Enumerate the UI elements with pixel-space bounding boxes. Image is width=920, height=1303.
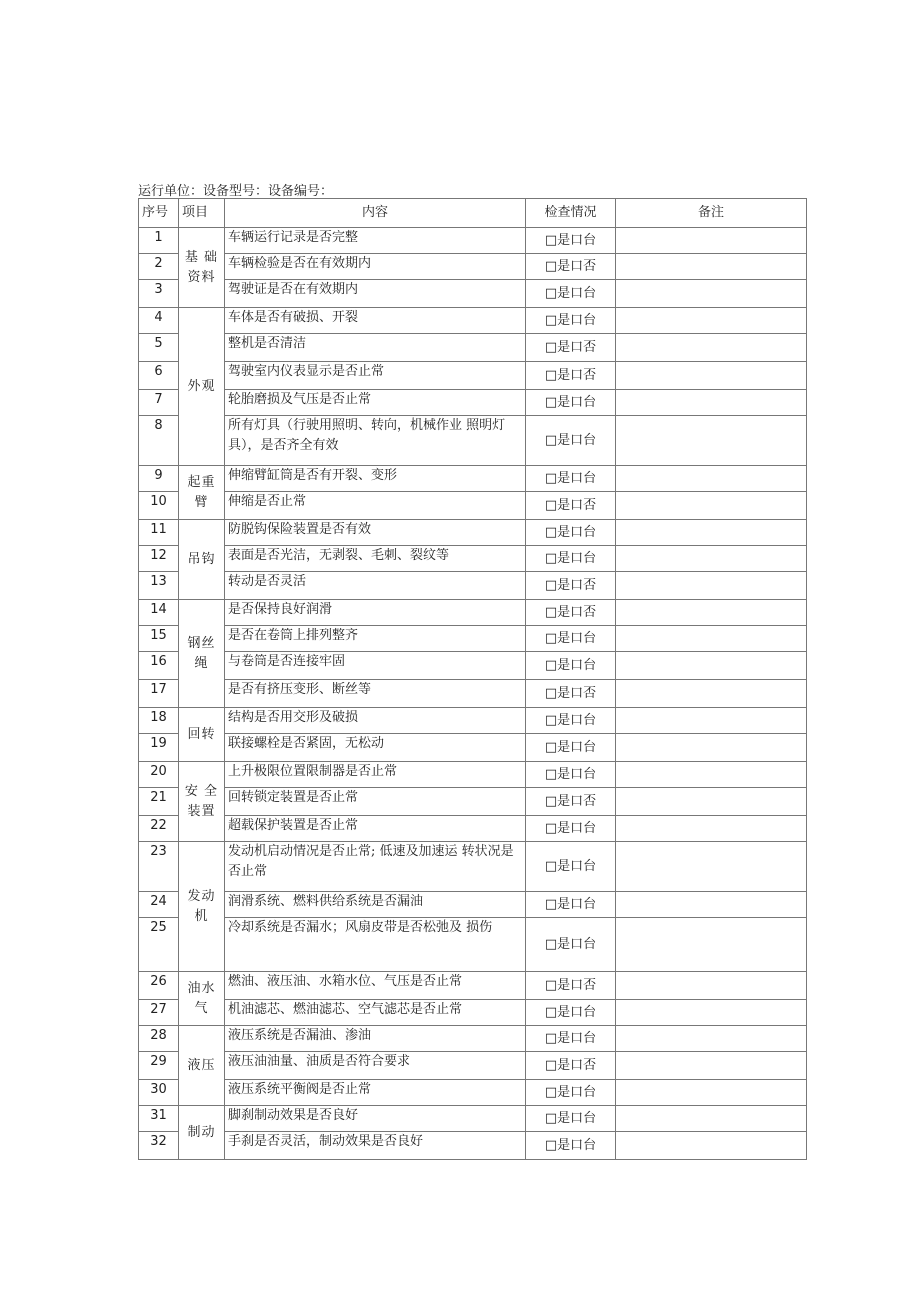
row-number: 31 [139, 1106, 179, 1132]
check-status[interactable]: □是口台 [526, 1132, 616, 1160]
table-row [139, 492, 807, 520]
row-number: 2 [139, 254, 179, 280]
note-cell[interactable] [616, 390, 807, 416]
row-number: 21 [139, 788, 179, 816]
item-text: 与卷筒是否连接牢固 [225, 652, 526, 680]
check-status[interactable]: □是口否 [526, 972, 616, 1000]
check-status[interactable]: □是口台 [526, 1000, 616, 1026]
check-status[interactable]: □是口台 [526, 734, 616, 762]
check-status[interactable]: □是口否 [526, 788, 616, 816]
column-header-category: 项目 [179, 199, 225, 228]
check-status[interactable]: □是口台 [526, 842, 616, 892]
note-cell[interactable] [616, 546, 807, 572]
note-cell[interactable] [616, 362, 807, 390]
check-status[interactable]: □是口台 [526, 708, 616, 734]
column-header-item: 内容 [225, 199, 526, 228]
row-number: 14 [139, 600, 179, 626]
table-row [139, 254, 807, 280]
table-row [139, 520, 807, 546]
item-text: 整机是否清洁 [225, 334, 526, 362]
form-header: 运行单位：设备型号：设备编号： [138, 184, 334, 199]
table-row [139, 1026, 807, 1052]
note-cell[interactable] [616, 1026, 807, 1052]
table-row [139, 390, 807, 416]
row-number: 22 [139, 816, 179, 842]
note-cell[interactable] [616, 1000, 807, 1026]
row-number: 11 [139, 520, 179, 546]
note-cell[interactable] [616, 600, 807, 626]
table-row [139, 972, 807, 1000]
table-row [139, 1080, 807, 1106]
row-number: 13 [139, 572, 179, 600]
column-header-check: 检查情况 [526, 199, 616, 228]
row-number: 5 [139, 334, 179, 362]
row-number: 26 [139, 972, 179, 1000]
item-text: 伸缩臂缸筒是否有开裂、变形 [225, 466, 526, 492]
check-status[interactable]: □是口台 [526, 228, 616, 254]
category-cell: 制动 [179, 1106, 225, 1160]
row-number: 7 [139, 390, 179, 416]
note-cell[interactable] [616, 708, 807, 734]
table-row [139, 1132, 807, 1160]
row-number: 8 [139, 416, 179, 466]
item-text: 脚刹制动效果是否良好 [225, 1106, 526, 1132]
item-text: 超载保护装置是否止常 [225, 816, 526, 842]
row-number: 28 [139, 1026, 179, 1052]
row-number: 18 [139, 708, 179, 734]
item-text: 防脱钩保险装置是否有效 [225, 520, 526, 546]
item-text: 液压油油量、油质是否符合要求 [225, 1052, 526, 1080]
item-text: 发动机启动情况是否止常; 低速及加速运 转状况是否止常 [225, 842, 526, 892]
table-row [139, 652, 807, 680]
item-text: 联接螺栓是否紧固，无松动 [225, 734, 526, 762]
table-row [139, 1052, 807, 1080]
category-cell: 基 础资料 [179, 228, 225, 308]
table-row [139, 816, 807, 842]
note-cell[interactable] [616, 416, 807, 466]
item-text: 回转锁定装置是否止常 [225, 788, 526, 816]
table-row [139, 1106, 807, 1132]
note-cell[interactable] [616, 788, 807, 816]
check-status[interactable]: □是口台 [526, 416, 616, 466]
row-number: 30 [139, 1080, 179, 1106]
check-status[interactable]: □是口台 [526, 1026, 616, 1052]
item-text: 上升极限位置限制器是否止常 [225, 762, 526, 788]
note-cell[interactable] [616, 572, 807, 600]
table-row [139, 788, 807, 816]
check-status[interactable]: □是口否 [526, 680, 616, 708]
check-status[interactable]: □是口台 [526, 520, 616, 546]
row-number: 27 [139, 1000, 179, 1026]
row-number: 4 [139, 308, 179, 334]
item-text: 是否有挤压变形、断丝等 [225, 680, 526, 708]
note-cell[interactable] [616, 734, 807, 762]
item-text: 润滑系统、燃料供给系统是否漏油 [225, 892, 526, 918]
note-cell[interactable] [616, 1080, 807, 1106]
column-header-no: 序号 [139, 199, 179, 228]
row-number: 23 [139, 842, 179, 892]
row-number: 9 [139, 466, 179, 492]
note-cell[interactable] [616, 334, 807, 362]
item-text: 液压系统是否漏油、渗油 [225, 1026, 526, 1052]
table-row [139, 416, 807, 466]
check-status[interactable]: □是口否 [526, 492, 616, 520]
category-cell: 液压 [179, 1026, 225, 1106]
item-text: 冷却系统是否漏水；风扇皮带是否松弛及 损伤 [225, 918, 526, 972]
note-cell[interactable] [616, 1052, 807, 1080]
table-row [139, 1000, 807, 1026]
item-text: 车辆检验是否在有效期内 [225, 254, 526, 280]
table-row [139, 762, 807, 788]
table-row [139, 546, 807, 572]
note-cell[interactable] [616, 680, 807, 708]
note-cell[interactable] [616, 1132, 807, 1160]
item-text: 表面是否光洁，无剥裂、毛刺、裂纹等 [225, 546, 526, 572]
table-row [139, 708, 807, 734]
item-text: 是否保持良好润滑 [225, 600, 526, 626]
row-number: 32 [139, 1132, 179, 1160]
note-cell[interactable] [616, 1106, 807, 1132]
item-text: 结构是否用交形及破损 [225, 708, 526, 734]
table-row [139, 918, 807, 972]
table-row [139, 466, 807, 492]
check-status[interactable]: □是口台 [526, 546, 616, 572]
item-text: 车辆运行记录是否完整 [225, 228, 526, 254]
note-cell[interactable] [616, 972, 807, 1000]
table-row [139, 362, 807, 390]
check-status[interactable]: □是口否 [526, 334, 616, 362]
item-text: 机油滤芯、燃油滤芯、空气滤芯是否止常 [225, 1000, 526, 1026]
check-status[interactable]: □是口台 [526, 816, 616, 842]
check-status[interactable]: □是口否 [526, 572, 616, 600]
check-status[interactable]: □是口否 [526, 254, 616, 280]
table-row [139, 842, 807, 892]
check-status[interactable]: □是口台 [526, 280, 616, 308]
check-status[interactable]: □是口台 [526, 308, 616, 334]
table-row [139, 280, 807, 308]
table-row [139, 228, 807, 254]
note-cell[interactable] [616, 762, 807, 788]
note-cell[interactable] [616, 308, 807, 334]
note-cell[interactable] [616, 842, 807, 892]
item-text: 伸缩是否止常 [225, 492, 526, 520]
check-status[interactable]: □是口台 [526, 466, 616, 492]
check-status[interactable]: □是口台 [526, 652, 616, 680]
row-number: 1 [139, 228, 179, 254]
check-status[interactable]: □是口台 [526, 762, 616, 788]
note-cell[interactable] [616, 918, 807, 972]
row-number: 10 [139, 492, 179, 520]
row-number: 19 [139, 734, 179, 762]
item-text: 车体是否有破损、开裂 [225, 308, 526, 334]
item-text: 燃油、液压油、水箱水位、气压是否止常 [225, 972, 526, 1000]
item-text: 驾驶证是否在有效期内 [225, 280, 526, 308]
check-status[interactable]: □是口台 [526, 626, 616, 652]
row-number: 3 [139, 280, 179, 308]
check-status[interactable]: □是口否 [526, 1052, 616, 1080]
row-number: 15 [139, 626, 179, 652]
note-cell[interactable] [616, 280, 807, 308]
note-cell[interactable] [616, 492, 807, 520]
row-number: 17 [139, 680, 179, 708]
row-number: 12 [139, 546, 179, 572]
note-cell[interactable] [616, 816, 807, 842]
check-status[interactable]: □是口否 [526, 600, 616, 626]
check-status[interactable]: □是口台 [526, 390, 616, 416]
item-text: 转动是否灵活 [225, 572, 526, 600]
row-number: 20 [139, 762, 179, 788]
category-cell: 钢丝绳 [179, 600, 225, 708]
table-row [139, 680, 807, 708]
item-text: 液压系统平衡阀是否止常 [225, 1080, 526, 1106]
row-number: 29 [139, 1052, 179, 1080]
check-status[interactable]: □是口否 [526, 362, 616, 390]
item-text: 轮胎磨损及气压是否止常 [225, 390, 526, 416]
category-cell: 发动机 [179, 842, 225, 972]
table-row [139, 308, 807, 334]
category-cell: 吊钩 [179, 520, 225, 600]
note-cell[interactable] [616, 520, 807, 546]
note-cell[interactable] [616, 626, 807, 652]
item-text: 手刹是否灵活，制动效果是否良好 [225, 1132, 526, 1160]
category-cell: 起重臂 [179, 466, 225, 520]
check-status[interactable]: □是口台 [526, 918, 616, 972]
note-cell[interactable] [616, 892, 807, 918]
row-number: 6 [139, 362, 179, 390]
category-cell: 外观 [179, 308, 225, 466]
check-status[interactable]: □是口台 [526, 1080, 616, 1106]
category-cell: 安 全装置 [179, 762, 225, 842]
column-header-note: 备注 [616, 199, 807, 228]
table-row [139, 734, 807, 762]
row-number: 16 [139, 652, 179, 680]
category-cell: 油水气 [179, 972, 225, 1026]
note-cell[interactable] [616, 254, 807, 280]
table-row [139, 572, 807, 600]
row-number: 24 [139, 892, 179, 918]
table-row [139, 892, 807, 918]
note-cell[interactable] [616, 228, 807, 254]
note-cell[interactable] [616, 466, 807, 492]
item-text: 是否在卷筒上排列整齐 [225, 626, 526, 652]
check-status[interactable]: □是口台 [526, 1106, 616, 1132]
row-number: 25 [139, 918, 179, 972]
table-body [139, 228, 807, 1160]
note-cell[interactable] [616, 652, 807, 680]
table-header-row [139, 199, 807, 228]
check-status[interactable]: □是口台 [526, 892, 616, 918]
table-row [139, 334, 807, 362]
table-row [139, 600, 807, 626]
table-row [139, 626, 807, 652]
item-text: 所有灯具（行驶用照明、转向，机械作业 照明灯具），是否齐全有效 [225, 416, 526, 466]
category-cell: 回转 [179, 708, 225, 762]
inspection-table [138, 198, 807, 1160]
item-text: 驾驶室内仪表显示是否止常 [225, 362, 526, 390]
